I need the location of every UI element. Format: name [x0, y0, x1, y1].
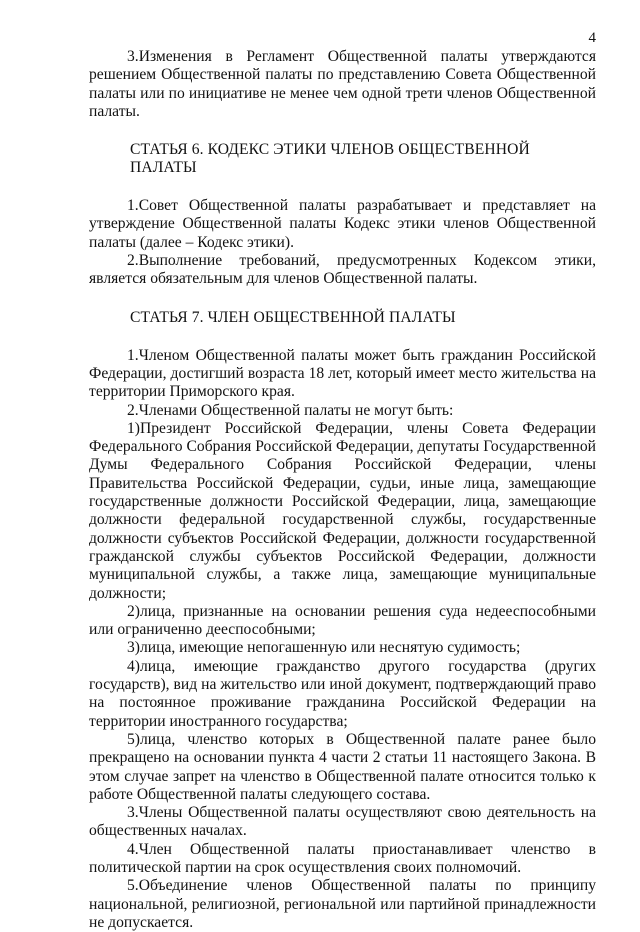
page-number: 4 — [588, 30, 596, 46]
document-body — [89, 48, 596, 932]
paragraph-article7-item2: 2.Членами Общественной палаты не могут быть: — [127, 401, 454, 419]
paragraph-article7-item3: 3.Члены Общественной палаты осуществляют свою деятельность на общественных началах. — [89, 804, 596, 840]
paragraph-article7-item5: 5.Объединение членов Общественной палаты по принципу национальной, религиозной, региональной или партийной принадлежности не допускается. — [89, 877, 596, 931]
paragraph-article7-subitem1: 1)Президент Российской Федерации, члены Совета Федерации Федерального Собрания Российской Федерации, депутаты Государственной Думы Федерального Собрания Российской Федерации, члены Правительства Российской Федерации, судьи, иные лица, замещающие государственные должности Российской Федерации, лица, замещающие должности федеральной государственной службы, государственные должности субъектов Российской Федерации, должности государственной гражданской службы субъектов Российской Федерации, должности муниципальной службы, а также лица, замещающие муниципальные должности; — [89, 419, 596, 602]
spacer — [89, 289, 596, 309]
paragraph-article6-item1: 1.Совет Общественной палаты разрабатывает и представляет на утверждение Общественной палаты Кодекс этики членов Общественной палаты (далее – Кодекс этики). — [89, 197, 596, 251]
spacer — [89, 177, 596, 197]
paragraph-article7-subitem5: 5)лица, членство которых в Общественной палате ранее было прекращено на основании пункта 4 части 2 статьи 11 настоящего Закона. В этом случае запрет на членство в Общественной палате относится только к работе Общественной палаты следующего состава. — [89, 730, 596, 803]
spacer — [89, 327, 596, 347]
article-7-heading: СТАТЬЯ 7. ЧЛЕН ОБЩЕСТВЕННОЙ ПАЛАТЫ — [130, 308, 456, 326]
paragraph-article7-subitem3: 3)лица, имеющие непогашенную или неснятую судимость; — [127, 639, 521, 657]
paragraph-article6-item2: 2.Выполнение требований, предусмотренных Кодексом этики, является обязательным для членов Общественной палаты. — [89, 252, 596, 288]
paragraph-article7-item1: 1.Членом Общественной палаты может быть гражданин Российской Федерации, достигший возраста 18 лет, который имеет место жительства на территории Приморского края. — [89, 346, 596, 401]
spacer — [89, 121, 596, 141]
paragraph-article5-item3: 3.Изменения в Регламент Общественной палаты утверждаются решением Общественной палаты по представлению Совета Общественной палаты или по инициативе не менее чем одной трети членов Общественной палаты. — [89, 48, 596, 120]
paragraph-article7-subitem2: 2)лица, признанные на основании решения суда недееспособными или ограниченно дееспособными; — [89, 602, 596, 639]
paragraph-article7-item4: 4.Член Общественной палаты приостанавливает членство в политической партии на срок осуществления своих полномочий. — [89, 840, 596, 876]
paragraph-article7-subitem4: 4)лица, имеющие гражданство другого государства (других государств), вид на жительство или иной документ, подтверждающий право на постоянное проживание гражданина Российской Федерации на территории иностранного государства; — [89, 657, 596, 730]
article-6-heading: СТАТЬЯ 6. КОДЕКС ЭТИКИ ЧЛЕНОВ ОБЩЕСТВЕННОЙ ПАЛАТЫ — [130, 141, 530, 177]
